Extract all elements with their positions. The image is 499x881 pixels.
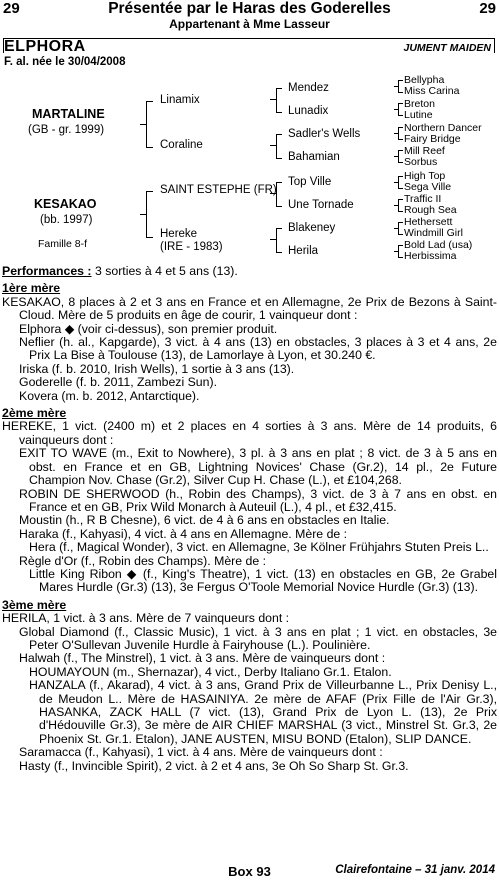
- g2-saint-estephe: SAINT ESTEPHE (FR): [160, 184, 277, 196]
- bracket-g4-4: [398, 150, 403, 163]
- sire-name: MARTALINE: [32, 107, 105, 121]
- bracket-saint-estephe: [276, 182, 282, 207]
- section1-line-2: Elphora ◆ (voir ci-dessus), son premier produit.: [19, 321, 278, 336]
- g4-14: Windmill Girl: [404, 227, 463, 239]
- section1-line-5: Goderelle (f. b. 2011, Zambezi Sun).: [19, 375, 217, 390]
- horse-name: ELPHORA: [4, 38, 86, 55]
- bracket-dam-tick: [140, 214, 146, 215]
- g4-6: Fairy Bridge: [404, 133, 461, 145]
- bracket-g4-6-tick: [394, 205, 398, 206]
- bracket-g4-8: [398, 245, 403, 258]
- page-footer: [0, 864, 499, 880]
- page-number-left: 29: [3, 0, 20, 17]
- box-number: Box 93: [228, 864, 271, 879]
- g3-5: Top Ville: [288, 176, 332, 188]
- horse-type: JUMENT MAIDEN: [403, 42, 491, 54]
- g3-4: Bahamian: [288, 151, 340, 163]
- bracket-saint-estephe-tick: [270, 193, 276, 194]
- bracket-dam: [146, 191, 153, 238]
- section-title-2: 2ème mère: [2, 406, 67, 421]
- bracket-g4-2: [398, 103, 403, 116]
- g2-coraline: Coraline: [160, 139, 203, 151]
- section3-line-3: Halwah (f., The Minstrel), 1 vict. à 3 ans. Mère de vainqueurs dont :: [19, 651, 386, 666]
- dam-name: KESAKAO: [34, 197, 97, 211]
- g4-10: Sega Ville: [404, 181, 452, 193]
- bracket-g4-8-tick: [394, 251, 398, 252]
- performances: [2, 265, 497, 278]
- g2-linamix: Linamix: [160, 94, 200, 106]
- bracket-sire: [146, 101, 153, 148]
- g3-2: Lunadix: [288, 105, 329, 117]
- section3-line-5: HANZALA (f., Akarad), 4 vict. à 3 ans, Grand Prix de Villeurbanne L., Prix Denisy L., de Meudon L.. Mère de HASAINIYA. 2e mère de AFAF (Prix Fille de l'Air Gr.3), HASANKA, ZACK HALL (7 vict. (13), Grand Prix de Lyon L. (13), 2e Prix d'Hédouville Gr.3), 3e mère de AIR CHIEF MARSHAL (3 vict., Minstrel St. Gr.3, 2e Phoenix St. Gr.1. Etalon), JANE AUSTEN, MISU BOND (Etalon), SLIP DANCE.: [29, 678, 497, 746]
- bracket-g4-3-tick: [394, 133, 398, 134]
- bracket-coraline: [276, 134, 282, 159]
- g4-15: Bold Lad (usa): [404, 239, 473, 251]
- g4-1: Bellypha: [404, 74, 445, 86]
- g2-hereke-info: (IRE - 1983): [160, 241, 223, 253]
- sire-info: (GB - gr. 1999): [28, 124, 105, 136]
- section3-line-4: HOUMAYOUN (m., Shernazar), 4 vict., Derby Italiano Gr.1. Etalon.: [29, 664, 392, 679]
- g3-1: Mendez: [288, 82, 329, 94]
- g3-8: Herila: [288, 245, 319, 257]
- g3-7: Blakeney: [288, 222, 336, 234]
- bracket-hereke: [276, 228, 282, 253]
- g3-6: Une Tornade: [288, 199, 354, 211]
- g4-16: Herbissima: [404, 250, 457, 262]
- section2-line-1: HEREKE, 1 vict. (2400 m) et 2 places en 4 sorties à 3 ans. Mère de 14 produits, 6 vainqueurs dont :: [2, 419, 497, 447]
- page-number-right: 29: [479, 0, 496, 17]
- section2-line-4: Moustin (h., R B Chesne), 6 vict. de 4 à 6 ans en obstacles en Italie.: [19, 513, 390, 528]
- g4-11: Traffic II: [404, 193, 442, 205]
- section3-line-7: Hasty (f., Invincible Spirit), 2 vict. à 2 et 4 ans, 3e Oh So Sharp St. Gr.3.: [19, 758, 409, 773]
- g4-9: High Top: [404, 170, 446, 182]
- section3-line-1: HERILA, 1 vict. à 3 ans. Mère de 7 vainqueurs dont :: [2, 611, 290, 626]
- section-title-3: 3ème mère: [2, 597, 67, 612]
- bracket-g4-2-tick: [394, 109, 398, 110]
- section2-line-3: ROBIN DE SHERWOOD (h., Robin des Champs), 3 vict. de 3 à 7 ans en obst. en France et en GB, Prix Wild Monarch à Auteuil (L.), 4 pl., et £32,415.: [19, 486, 497, 514]
- bracket-g4-5-tick: [394, 182, 398, 183]
- g4-7: Mill Reef: [404, 145, 445, 157]
- dam-info: (bb. 1997): [40, 214, 93, 226]
- section2-line-7: Règle d'Or (f., Robin des Champs). Mère de :: [19, 553, 267, 568]
- section2-line-8: Little King Ribon ◆ (f., King's Theatre), 1 vict. (13) en obstacles en GB, 2e Grabel Mares Hurdle (Gr.3) (13), 3e Fergus O'Toole Memorial Novice Hurdle (Gr.3) (13).: [29, 566, 497, 595]
- section2-line-5: Haraka (f., Kahyasi), 4 vict. à 4 ans en Allemagne. Mère de :: [19, 526, 348, 541]
- g4-4: Lutine: [404, 109, 433, 121]
- sale-place-date: Clairefontaine – 31 janv. 2014: [335, 864, 495, 876]
- section3-line-2: Global Diamond (f., Classic Music), 1 vict. à 3 ans en plat ; 1 vict. en obstacles, 3e Peter O'Sullevan Juvenile Hurdle à Fairyhouse (L.). Poulinière.: [19, 624, 497, 652]
- bracket-g4-5: [398, 176, 403, 189]
- bracket-hereke-tick: [270, 239, 276, 240]
- g4-2: Miss Carina: [404, 85, 460, 97]
- section1-line-4: Iriska (f. b. 2010, Irish Wells), 1 sortie à 3 ans (13).: [19, 361, 295, 376]
- section1-line-3: Neflier (h. al., Kapgarde), 3 vict. à 4 ans (13) en obstacles, 3 places à 3 et 4 ans, 2e Prix La Bise à Toulouse (13), de Lamorlaye à Lyon, et 30.240 €.: [19, 335, 497, 363]
- bracket-g4-4-tick: [394, 156, 398, 157]
- bracket-coraline-tick: [270, 145, 276, 146]
- g4-5: Northern Dancer: [404, 122, 482, 134]
- bracket-sire-tick: [140, 124, 146, 125]
- bracket-g4-7-tick: [394, 228, 398, 229]
- consignor-title: Présentée par le Haras des Goderelles: [108, 0, 391, 17]
- horse-birth: F. al. née le 30/04/2008: [4, 56, 126, 68]
- section-title-1: 1ère mère: [2, 281, 61, 296]
- family-number: Famille 8-f: [38, 238, 88, 250]
- page-header: [0, 0, 499, 36]
- bracket-linamix: [276, 88, 282, 113]
- bracket-g4-3: [398, 127, 403, 140]
- g4-3: Breton: [404, 98, 435, 110]
- g2-saint-estephe-info: (FR): [253, 184, 277, 196]
- performances-label: Performances :: [2, 264, 92, 278]
- bracket-g4-7: [398, 222, 403, 235]
- performances-text: 3 sorties à 4 et 5 ans (13).: [94, 264, 238, 278]
- section1-line-6: Kovera (m. b. 2012, Antarctique).: [19, 388, 200, 403]
- bracket-g4-1-tick: [394, 86, 398, 87]
- g2-hereke: Hereke: [160, 228, 198, 240]
- section3-line-6: Saramacca (f., Kahyasi), 1 vict. à 4 ans. Mère de vainqueurs dont :: [19, 745, 383, 760]
- bracket-g4-1: [398, 80, 403, 93]
- bracket-linamix-tick: [270, 99, 276, 100]
- bracket-g4-6: [398, 199, 403, 212]
- section2-line-6: Hera (f., Magical Wonder), 3 vict. en Allemagne, 3e Kölner Frühjahrs Stuten Preis L..: [29, 540, 489, 555]
- g4-8: Sorbus: [404, 156, 438, 168]
- g4-13: Hethersett: [404, 216, 453, 228]
- section2-line-2: EXIT TO WAVE (m., Exit to Nowhere), 3 pl. à 3 ans en plat ; 8 vict. de 3 à 5 ans en obst. en France et en GB, Lightning Novices' Chase (Gr.2), 14 pl., 2e Future Champion Nov. Chase (Gr.2), Silver Cup H. Chase (L.), et £104,268.: [19, 446, 497, 488]
- catalogue-body: [2, 265, 497, 773]
- g4-12: Rough Sea: [404, 204, 457, 216]
- owner-subtitle: Appartenant à Mme Lasseur: [169, 17, 330, 31]
- g3-3: Sadler's Wells: [288, 128, 361, 140]
- section1-line-1: KESAKAO, 8 places à 2 et 3 ans en France et en Allemagne, 2e Prix de Bezons à Saint-Cloud. Mère de 5 produits en âge de courir, 1 vainqueur dont :: [2, 294, 497, 323]
